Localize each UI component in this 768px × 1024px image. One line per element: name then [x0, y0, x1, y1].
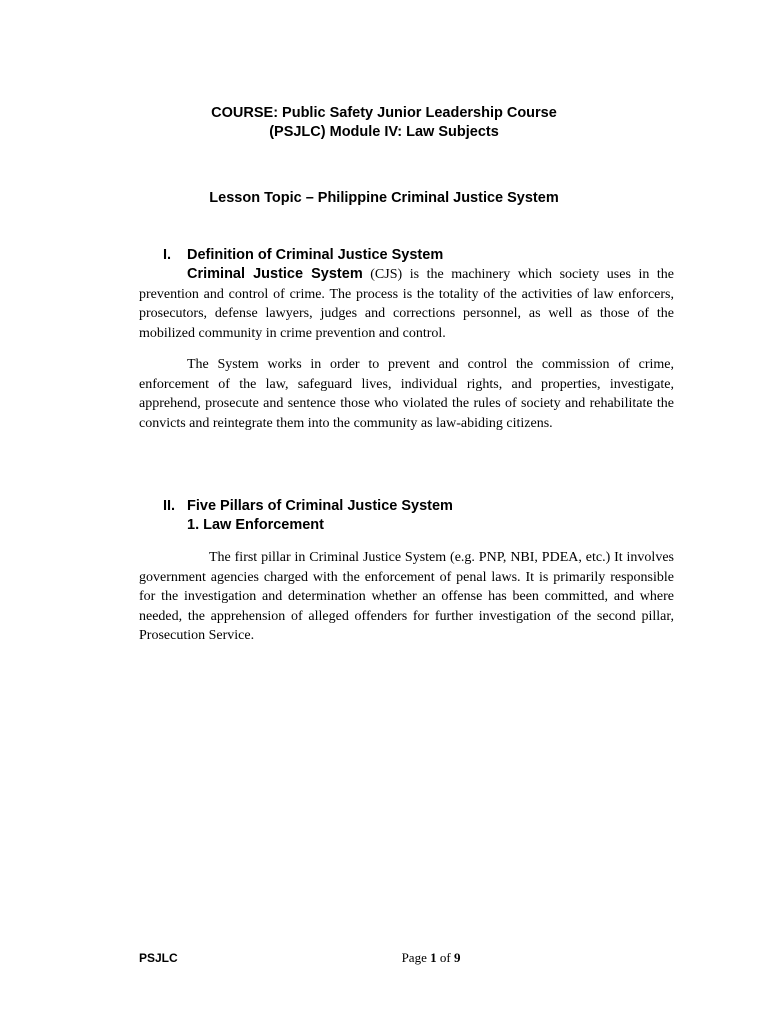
- page-word: Page: [401, 950, 427, 965]
- section-1-numeral: I.: [163, 247, 172, 263]
- of-word: of: [439, 950, 451, 965]
- footer-course-code: PSJLC: [139, 951, 178, 965]
- definition-term: Criminal Justice System: [187, 266, 363, 282]
- section-2-heading: [163, 497, 453, 516]
- subsection-law-enforcement-heading: 1. Law Enforcement: [187, 517, 324, 533]
- section-2-title: Five Pillars of Criminal Justice System: [187, 498, 453, 514]
- course-title-line-2: (PSJLC) Module IV: Law Subjects: [269, 124, 499, 140]
- section-1-heading: [163, 246, 443, 265]
- course-title: [0, 104, 768, 142]
- section-1-title: Definition of Criminal Justice System: [187, 247, 444, 263]
- section-2-numeral: II.: [163, 498, 176, 514]
- page-total: 9: [453, 950, 461, 965]
- page-number: [0, 950, 768, 966]
- law-enforcement-paragraph: The first pillar in Criminal Justice System (e.g. PNP, NBI, PDEA, etc.) It involves government agencies charged with the enforcement of penal laws. It is primarily responsible for the investigation and determination whether an offense has been committed, and where needed, the apprehension of alleged offenders for further investigation of the second pillar, Prosecution Service.: [139, 550, 674, 644]
- lesson-topic: Lesson Topic – Philippine Criminal Justice System: [209, 190, 559, 206]
- definition-text: (CJS) is the machinery which society uses in the prevention and control of crime. The process is the totality of the activities of law enforcers, prosecutors, defense lawyers, judges and corrections personnel, as well as those of the mobilized community in crime prevention and control.: [139, 267, 674, 341]
- course-title-line-1: COURSE: Public Safety Junior Leadership Course: [211, 105, 557, 121]
- system-purpose-paragraph: The System works in order to prevent and control the commission of crime, enforcement of the law, safeguard lives, individual rights, and properties, investigate, apprehend, prosecute and sentence those who violated the rules of society and rehabilitate the convicts and reintegrate them into the community as law-abiding citizens.: [139, 357, 674, 431]
- definition-paragraph: [139, 265, 674, 343]
- page-current: 1: [430, 950, 437, 965]
